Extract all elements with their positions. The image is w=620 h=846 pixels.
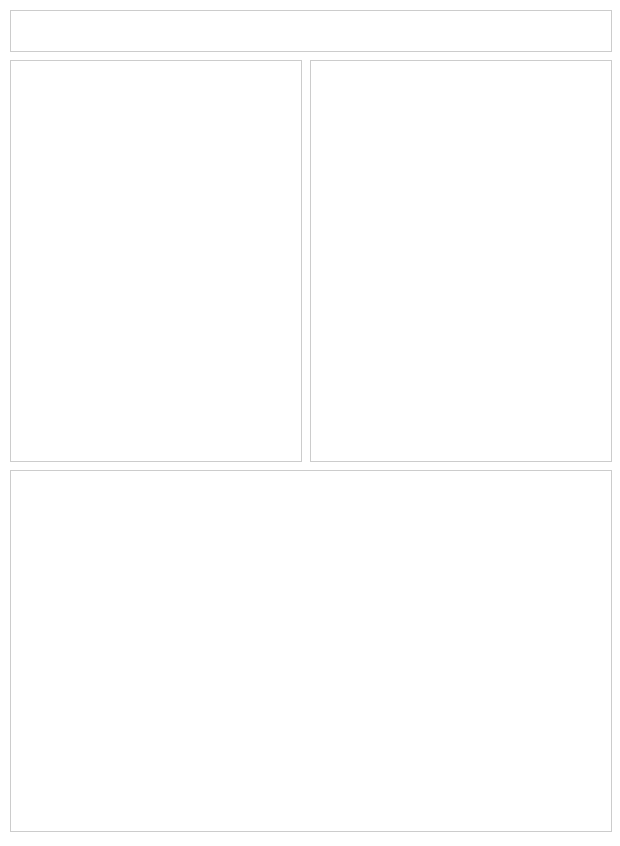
weather-section <box>10 470 612 832</box>
article-left <box>10 60 302 462</box>
page-header <box>10 10 612 52</box>
article-right <box>310 60 612 462</box>
